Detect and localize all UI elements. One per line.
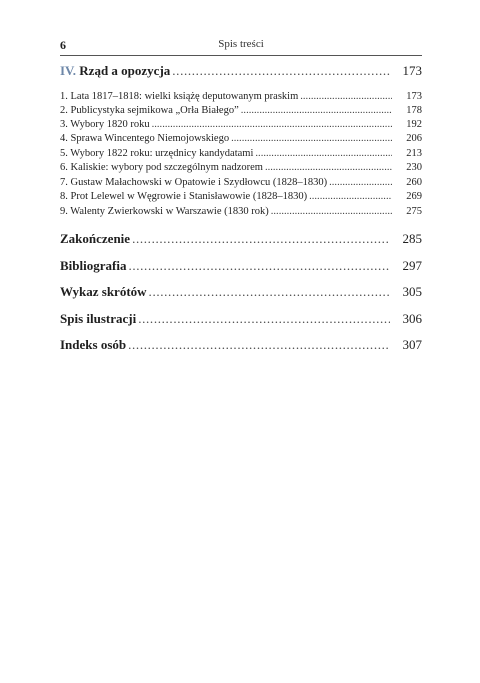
toc-entry-indeks-osob xyxy=(60,337,422,353)
toc-section xyxy=(60,105,422,116)
entry-title: Wykaz skrótów xyxy=(60,284,147,299)
dot-leader xyxy=(241,105,392,116)
section-page: 213 xyxy=(406,148,422,159)
toc-section xyxy=(60,119,422,130)
chapter-numeral: IV. xyxy=(60,63,77,78)
section-page: 275 xyxy=(406,206,422,217)
section-title: 1. Lata 1817–1818: wielki książę deputowanym praskim xyxy=(60,91,299,102)
toc-section xyxy=(60,91,422,102)
dot-leader xyxy=(265,162,392,173)
dot-leader xyxy=(300,91,392,102)
entry-page: 307 xyxy=(402,337,422,352)
section-title: 7. Gustaw Małachowski w Opatowie i Szydłowcu (1828–1830) xyxy=(60,177,328,188)
toc-page xyxy=(60,0,422,683)
toc-entry-spis-ilustracji xyxy=(60,311,422,327)
dot-leader xyxy=(128,258,390,274)
section-page: 206 xyxy=(406,133,422,144)
section-page: 260 xyxy=(406,177,422,188)
section-title: 8. Prot Lelewel w Węgrowie i Stanisławowie (1828–1830) xyxy=(60,191,308,202)
toc-entry-bibliografia xyxy=(60,258,422,274)
section-page: 269 xyxy=(406,191,422,202)
section-page: 192 xyxy=(406,119,422,130)
section-title: 4. Sprawa Wincentego Niemojowskiego xyxy=(60,133,230,144)
entry-page: 306 xyxy=(402,311,422,326)
section-title: 5. Wybory 1822 roku: urzędnicy kandydatami xyxy=(60,148,254,159)
toc-section xyxy=(60,162,422,173)
page-header xyxy=(60,38,422,54)
entry-page: 305 xyxy=(402,284,422,299)
section-page: 178 xyxy=(406,105,422,116)
entry-title: Indeks osób xyxy=(60,337,127,352)
toc-entry-zakonczenie xyxy=(60,231,422,247)
toc-section xyxy=(60,148,422,159)
dot-leader xyxy=(149,284,390,300)
dot-leader xyxy=(152,119,392,130)
section-title: 3. Wybory 1820 roku xyxy=(60,119,150,130)
running-head: Spis treści xyxy=(218,38,264,50)
entry-page: 297 xyxy=(402,258,422,273)
dot-leader xyxy=(128,337,390,353)
entry-title: Bibliografia xyxy=(60,258,127,273)
toc-entry-wykaz-skrotow xyxy=(60,284,422,300)
toc-chapter-4 xyxy=(60,63,422,79)
page-number: 6 xyxy=(60,38,66,52)
dot-leader xyxy=(138,311,390,327)
section-page: 230 xyxy=(406,162,422,173)
dot-leader xyxy=(172,63,390,79)
dot-leader xyxy=(309,191,392,202)
chapter-page: 173 xyxy=(402,63,422,78)
section-title: 9. Walenty Zwierkowski w Warszawie (1830 rok) xyxy=(60,206,269,217)
dot-leader xyxy=(231,133,392,144)
section-title: 6. Kaliskie: wybory pod szczególnym nadzorem xyxy=(60,162,263,173)
toc-section xyxy=(60,206,422,217)
chapter-title: Rząd a opozycja xyxy=(79,63,171,78)
dot-leader xyxy=(255,148,392,159)
toc-section xyxy=(60,177,422,188)
dot-leader xyxy=(132,231,390,247)
dot-leader xyxy=(271,206,392,217)
toc-section xyxy=(60,191,422,202)
section-title: 2. Publicystyka sejmikowa „Orła Białego” xyxy=(60,105,239,116)
entry-title: Spis ilustracji xyxy=(60,311,137,326)
entry-title: Zakończenie xyxy=(60,231,131,246)
header-rule xyxy=(60,55,422,56)
toc-section xyxy=(60,133,422,144)
entry-page: 285 xyxy=(402,231,422,246)
section-page: 173 xyxy=(406,91,422,102)
dot-leader xyxy=(329,177,392,188)
